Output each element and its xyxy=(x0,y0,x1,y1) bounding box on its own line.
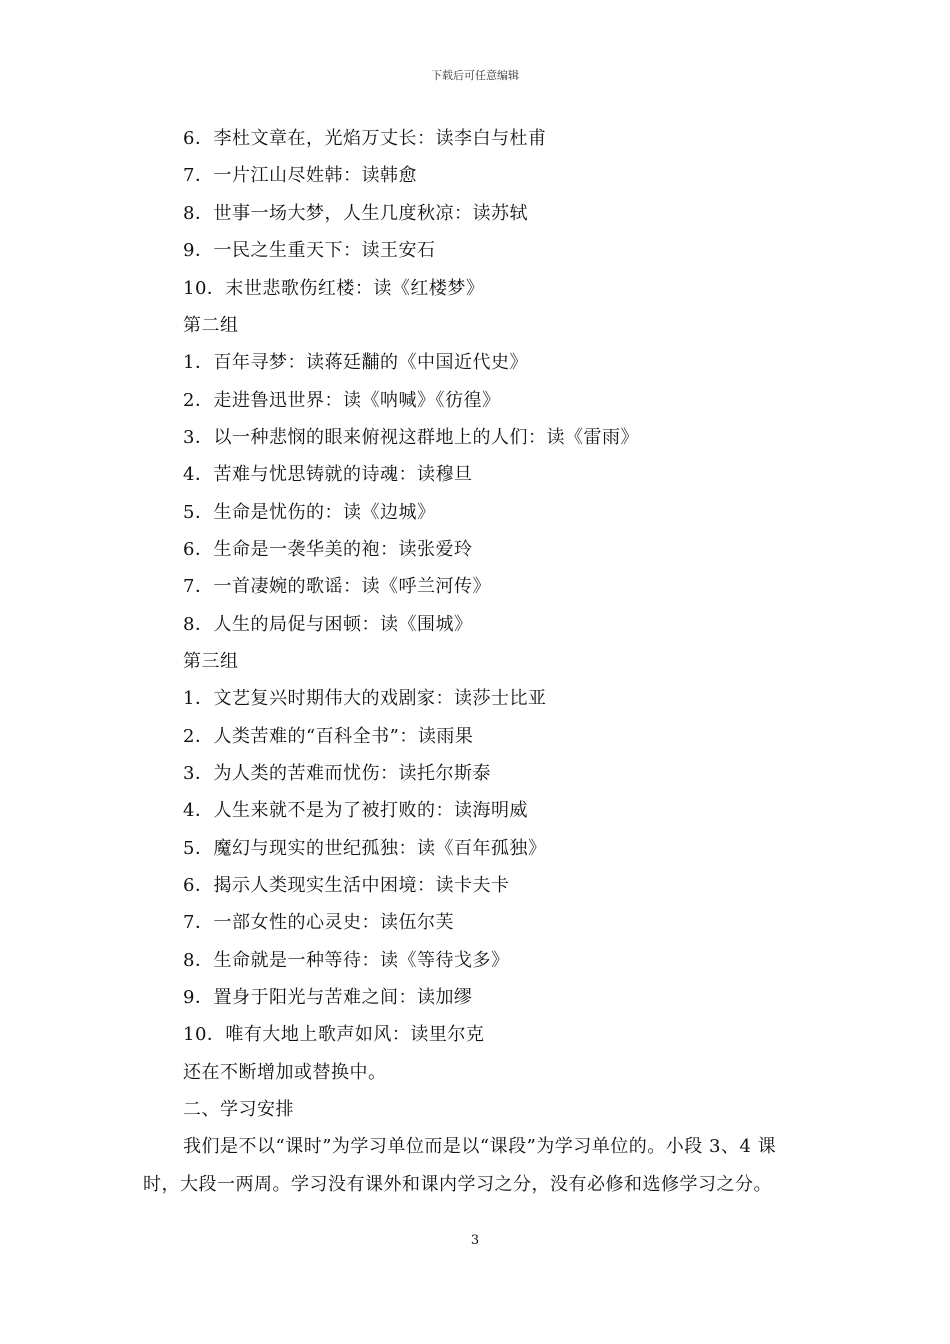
list-item: 8．世事一场大梦，人生几度秋凉：读苏轼 xyxy=(183,203,528,224)
list-item: 4．苦难与忧思铸就的诗魂：读穆旦 xyxy=(183,464,473,485)
page-number: 3 xyxy=(470,1233,480,1248)
list-item: 8．人生的局促与困顿：读《围城》 xyxy=(183,614,473,635)
list-item: 6．生命是一袭华美的袍：读张爱玲 xyxy=(183,539,473,560)
section-heading: 二、学习安排 xyxy=(183,1099,294,1120)
list-item: 5．魔幻与现实的世纪孤独：读《百年孤独》 xyxy=(183,838,547,859)
list-item: 10．唯有大地上歌声如风：读里尔克 xyxy=(183,1024,485,1045)
page-header: 下载后可任意编辑 xyxy=(431,69,519,82)
list-item: 1．百年寻梦：读蒋廷黼的《中国近代史》 xyxy=(183,352,528,373)
list-item: 8．生命就是一种等待：读《等待戈多》 xyxy=(183,950,510,971)
list-item: 10．末世悲歌伤红楼：读《红楼梦》 xyxy=(183,278,485,299)
list-item: 7．一片江山尽姓韩：读韩愈 xyxy=(183,165,417,186)
body-paragraph xyxy=(143,1128,811,1204)
group-heading: 第二组 xyxy=(183,315,239,336)
list-item: 5．生命是忧伤的：读《边城》 xyxy=(183,502,436,523)
list-item: 1．文艺复兴时期伟大的戏剧家：读莎士比亚 xyxy=(183,688,547,709)
list-item: 2．人类苦难的“百科全书”：读雨果 xyxy=(183,726,474,747)
list-item: 7．一部女性的心灵史：读伍尔芙 xyxy=(183,912,454,933)
list-item: 3．以一种悲悯的眼来俯视这群地上的人们：读《雷雨》 xyxy=(183,427,639,448)
list-item: 3．为人类的苦难而忧伤：读托尔斯泰 xyxy=(183,763,491,784)
list-item: 4．人生来就不是为了被打败的：读海明威 xyxy=(183,800,528,821)
list-item: 6．李杜文章在，光焰万丈长：读李白与杜甫 xyxy=(183,128,547,149)
paragraph-text: 我们是不以“课时”为学习单位而是以“课段”为学习单位的。小段 3、4 课时，大段一两周。学习没有课外和课内学习之分，没有必修和选修学习之分。 xyxy=(143,1136,777,1195)
list-item: 9．置身于阳光与苦难之间：读加缪 xyxy=(183,987,473,1008)
list-item: 2．走进鲁迅世界：读《呐喊》《彷徨》 xyxy=(183,390,501,411)
list-item: 6．揭示人类现实生活中困境：读卡夫卡 xyxy=(183,875,510,896)
list-note: 还在不断增加或替换中。 xyxy=(183,1062,387,1083)
group-heading: 第三组 xyxy=(183,651,239,672)
list-item: 9．一民之生重天下：读王安石 xyxy=(183,240,436,261)
list-item: 7．一首凄婉的歌谣：读《呼兰河传》 xyxy=(183,576,491,597)
